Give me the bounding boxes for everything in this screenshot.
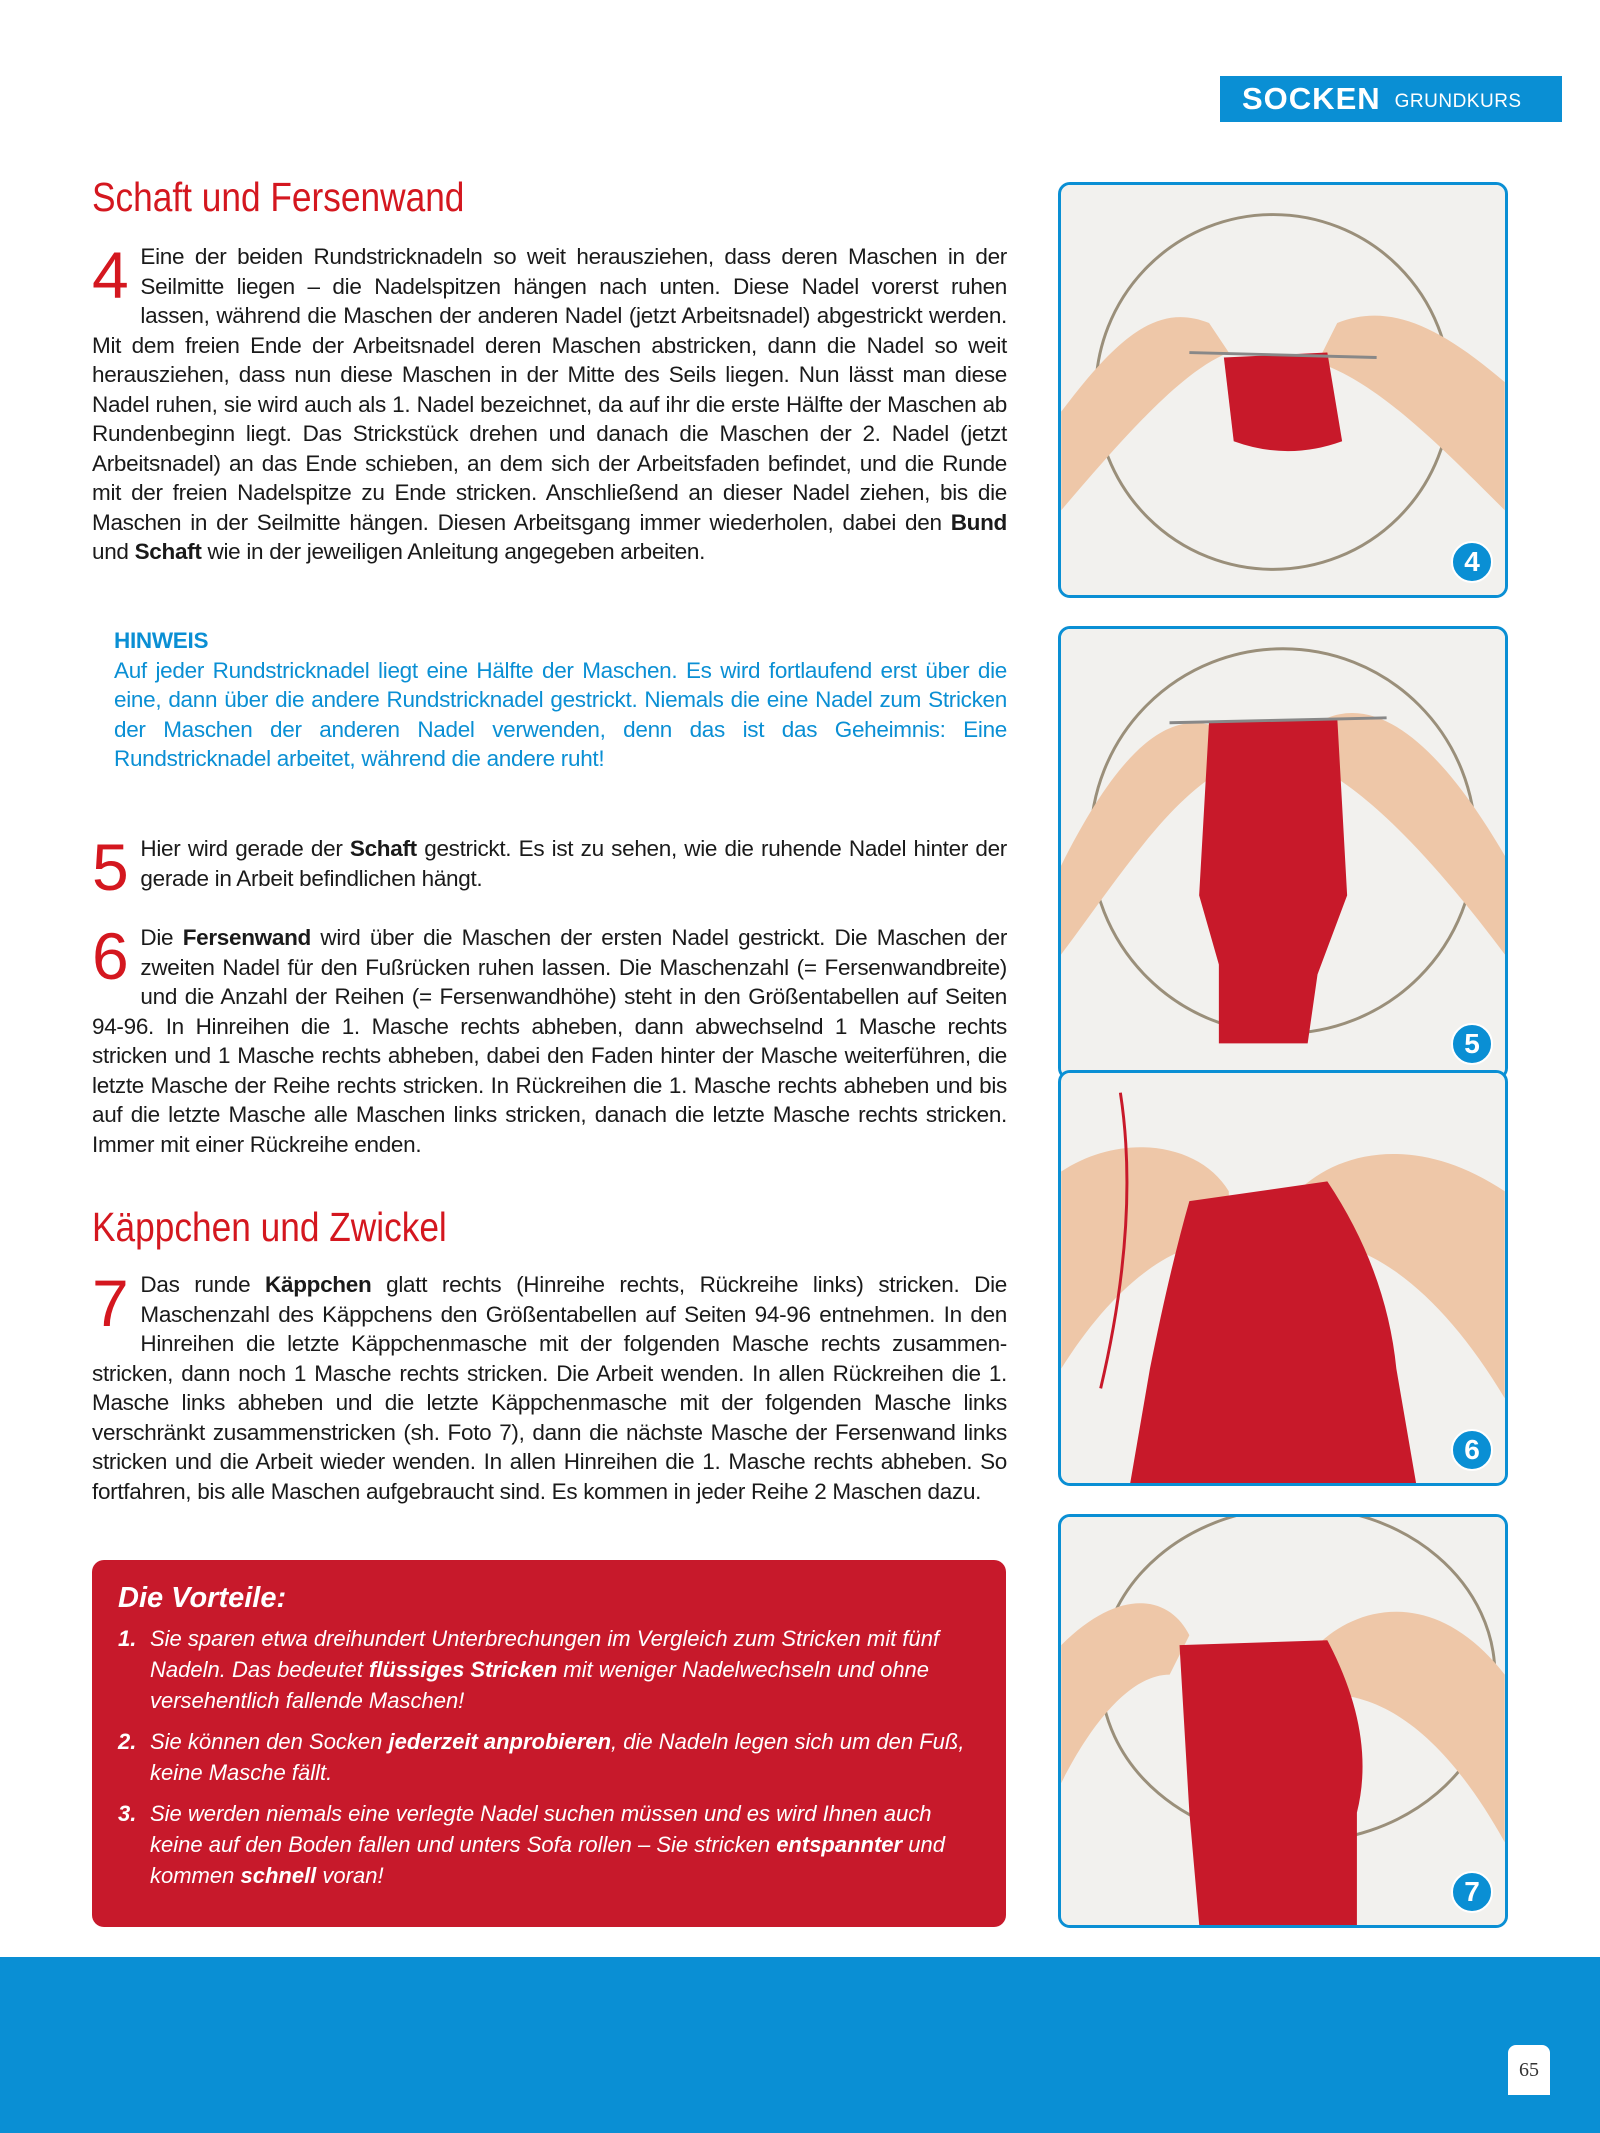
- step-text: Eine der beiden Rundstricknadeln so weit herausziehen, dass deren Maschen in der Seilmitte liegen – die Nadelspitzen hängen nach unten. Diese Nadel vorerst ruhen lassen, während die Maschen der anderen Nadel (jetzt Arbeitsnadel) abgestrickt werden. Mit dem freien Ende der Arbeitsnadel deren Maschen abstricken, dann die Nadel so weit herausziehen, dass nun diese Maschen in der Mitte des Seils liegen. Nun lässt man diese Nadel ruhen, sie wird auch als 1. Nadel bezeichnet, da auf ihr die erste Hälfte der Maschen ab Rundenbeginn liegt. Das Strickstück drehen und danach die Maschen der 2. Nadel (jetzt Arbeitsnadel) an das Ende schieben, an dem sich der Arbeitsfaden befindet, und die Runde mit der freien Nadelspitze zu Ende stricken. Anschließend an dieser Nadel ziehen, bis die Maschen in der Seilmitte hängen. Diesen Arbeitsgang immer wiederholen, dabei den: [92, 244, 1007, 535]
- photo-step-4: [1058, 182, 1508, 598]
- bold-term: Bund: [950, 509, 1007, 535]
- knitting-illustration: [1061, 185, 1505, 595]
- advantage-item: [118, 1798, 978, 1891]
- chapter-title: SOCKEN: [1242, 81, 1381, 116]
- photo-step-5: [1058, 626, 1508, 1080]
- step-text: Die: [140, 925, 183, 950]
- bold-term: schnell: [240, 1863, 317, 1888]
- chapter-subtitle: GRUNDKURS: [1394, 91, 1522, 112]
- bold-term: flüssiges Stricken: [368, 1657, 558, 1682]
- footer-bar: [0, 1957, 1600, 2133]
- step-text: Hier wird gerade der: [140, 836, 350, 861]
- bold-term: Schaft: [349, 836, 417, 861]
- advantage-text: , die Nadeln legen sich um den Fuß, keine Masche fällt.: [150, 1729, 965, 1785]
- page-number: 65: [1508, 2045, 1550, 2095]
- advantage-number: 1.: [118, 1626, 137, 1651]
- bold-term: Schaft: [134, 539, 202, 564]
- advantage-item: [118, 1623, 978, 1716]
- section-title-kappchen: Käppchen und Zwickel: [92, 1204, 447, 1250]
- advantage-text: und kommen: [150, 1832, 945, 1888]
- knitting-illustration: [1061, 1517, 1505, 1925]
- step-text: Das runde: [140, 1272, 266, 1297]
- step-number: 7: [92, 1266, 129, 1340]
- photo-number-badge: 4: [1451, 541, 1493, 583]
- bold-term: entspannter: [776, 1832, 903, 1857]
- step-6: [92, 919, 1008, 1159]
- photo-step-6: [1058, 1070, 1508, 1486]
- bold-term: jederzeit anprobieren: [388, 1729, 612, 1754]
- chapter-tab: [1220, 76, 1562, 122]
- knitting-illustration: [1061, 1073, 1505, 1483]
- step-4: [92, 238, 1007, 567]
- photo-number-badge: 5: [1451, 1023, 1493, 1065]
- photo-step-7: [1058, 1514, 1508, 1928]
- photo-number-badge: 7: [1451, 1871, 1493, 1913]
- advantage-text: Sie sparen etwa dreihundert Unterbrechungen im Vergleich zum Stricken mit fünf Nadeln. Das bedeutet: [150, 1626, 940, 1682]
- step-5: [92, 830, 1008, 904]
- advantage-number: 3.: [118, 1801, 137, 1826]
- step-number: 6: [92, 919, 129, 993]
- note-title: HINWEIS: [114, 628, 209, 653]
- advantage-text: voran!: [316, 1863, 384, 1888]
- section-schaft: [92, 174, 1007, 221]
- section-title-schaft: Schaft und Fersenwand: [92, 174, 465, 220]
- section-kappchen: [92, 1204, 1007, 1251]
- photo-number-badge: 6: [1451, 1429, 1493, 1471]
- knitting-illustration: [1061, 629, 1505, 1077]
- step-text: gestrickt. Es ist zu sehen, wie die ruhende Nadel hinter der gerade in Arbeit befindlichen hängt.: [140, 836, 1008, 891]
- step-number: 5: [92, 830, 129, 904]
- advantages-box: [92, 1560, 1006, 1927]
- note-text: Auf jeder Rundstricknadel liegt eine Hälfte der Maschen. Es wird fortlaufend erst über die eine, dann über die andere Rundstricknadel gestrickt. Niemals die eine Nadel zum Stricken der Maschen der anderen Nadel verwenden, denn das ist das Geheimnis: Eine Rundstricknadel arbeitet, während die andere ruht!: [114, 657, 1007, 771]
- advantage-text: Sie können den Socken: [150, 1729, 389, 1754]
- bold-term: Fersenwand: [182, 925, 311, 950]
- advantage-text: Sie werden niemals eine verlegte Nadel suchen müssen und es wird Ihnen auch keine auf den Boden fallen und unters Sofa rollen – Sie stricken: [150, 1801, 932, 1857]
- step-text: wie in der jeweiligen Anleitung angegeben arbeiten.: [201, 539, 706, 564]
- advantage-item: [118, 1726, 978, 1788]
- hinweis-note: [114, 626, 1007, 774]
- step-text: glatt rechts (Hinreihe rechts, Rückreihe links) stricken. Die Maschenzahl des Käppchens den Größentabellen auf Seiten 94-96 entnehmen. In den Hinreihen die letzte Käppchenmasche mit der folgenden Masche rechts zusammen-stricken, dann noch 1 Masche rechts stricken. Die Arbeit wenden. In allen Rückreihen die 1. Masche links abheben und die letzte Käppchenmasche mit der folgenden Masche links verschränkt zusammenstricken (sh. Foto 7), dann die nächste Masche der Fersenwand links stricken und die Arbeit wieder wenden. In allen Hinreihen die 1. Masche rechts abheben. So fortfahren, bis alle Maschen aufgebraucht sind. Es kommen in jeder Reihe 2 Maschen dazu.: [92, 1272, 1007, 1504]
- advantages-title: Die Vorteile:: [118, 1582, 287, 1614]
- bold-term: Käppchen: [265, 1272, 372, 1297]
- step-text: und: [92, 539, 135, 564]
- advantage-text: mit weniger Nadelwechseln und ohne versehentlich fallende Maschen!: [150, 1657, 930, 1713]
- advantage-number: 2.: [118, 1729, 137, 1754]
- step-text: wird über die Maschen der ersten Nadel gestrickt. Die Maschen der zweiten Nadel für den Fußrücken ruhen lassen. Die Maschenzahl (= Fersenwandbreite) und die Anzahl der Reihen (= Fersenwandhöhe) steht in den Größentabellen auf Seiten 94-96. In Hinreihen die 1. Masche rechts abheben, dann abwechselnd 1 Masche rechts stricken und 1 Masche rechts abheben, dabei den Faden hinter der Masche weiterführen, die letzte Masche der Reihe rechts stricken. In Rückreihen die 1. Masche rechts abheben und bis auf die letzte Masche alle Maschen links stricken, danach die letzte Masche rechts stricken. Immer mit einer Rückreihe enden.: [92, 925, 1008, 1157]
- step-7: [92, 1266, 1007, 1506]
- step-number: 4: [92, 238, 129, 312]
